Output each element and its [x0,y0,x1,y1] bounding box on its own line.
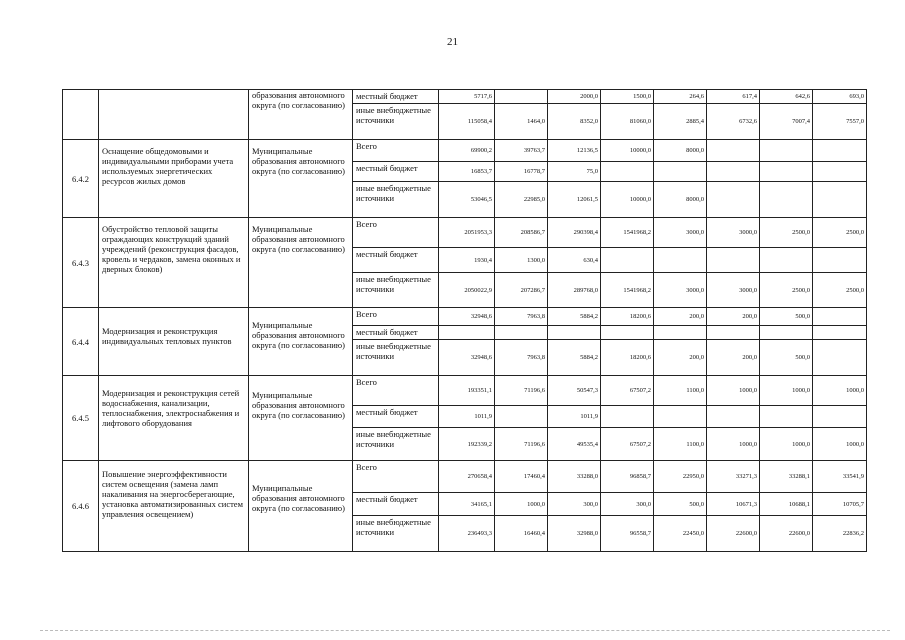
value-cell [654,406,707,428]
item-number: 6.4.4 [63,308,99,376]
value-cell [707,140,760,162]
value-cell: 8000,0 [654,182,707,218]
value-cell: 500,0 [760,340,813,376]
source-label: иные внебюджетные источники [353,182,439,218]
responsible-cell: Муниципальные образования автономного округа (по согласованию) [249,218,353,308]
value-cell: 1000,0 [813,428,867,461]
value-cell: 3000,0 [707,218,760,248]
value-cell: 1011,9 [548,406,601,428]
value-cell: 22600,0 [760,516,813,552]
value-cell: 33288,1 [760,461,813,493]
value-cell: 642,6 [760,90,813,104]
value-cell: 33271,3 [707,461,760,493]
value-cell: 10705,7 [813,493,867,516]
value-cell: 2500,0 [813,273,867,308]
value-cell: 3000,0 [654,218,707,248]
value-cell: 18200,6 [601,340,654,376]
page-number: 21 [447,36,458,48]
value-cell: 1541968,2 [601,273,654,308]
item-number: 6.4.3 [63,218,99,308]
value-cell [707,406,760,428]
value-cell: 115058,4 [439,104,495,140]
value-cell: 289768,0 [548,273,601,308]
value-cell: 2500,0 [760,218,813,248]
value-cell: 290398,4 [548,218,601,248]
value-cell: 1100,0 [654,376,707,406]
source-label: местный бюджет [353,406,439,428]
item-name: Оснащение общедомовыми и индивидуальными приборами учета используемых энергетических ресурсов жилых домов [99,140,249,218]
value-cell [813,308,867,326]
value-cell: 270658,4 [439,461,495,493]
value-cell: 10000,0 [601,140,654,162]
table-row [63,376,867,406]
source-label: местный бюджет [353,493,439,516]
source-label: иные внебюджетные источники [353,273,439,308]
value-cell: 1100,0 [654,428,707,461]
item-name: Модернизация и реконструкция сетей водоснабжения, канализации, теплоснабжения, электроснабжения и лифтового оборудования [99,376,249,461]
source-label: местный бюджет [353,248,439,273]
value-cell: 7963,8 [495,308,548,326]
value-cell [495,90,548,104]
item-name: Обустройство тепловой защиты ограждающих конструкций зданий учреждений (реконструкция фасадов, кровель и чердаков, замена оконных и дверных блоков) [99,218,249,308]
table-row [63,90,867,104]
value-cell [439,326,495,340]
source-label: Всего [353,308,439,326]
value-cell: 1541968,2 [601,218,654,248]
source-label: Всего [353,376,439,406]
responsible-cell: образования автономного округа (по согласованию) [249,90,353,140]
value-cell: 67507,2 [601,376,654,406]
value-cell: 67507,2 [601,428,654,461]
source-label: иные внебюджетные источники [353,340,439,376]
value-cell: 500,0 [654,493,707,516]
value-cell [601,248,654,273]
item-number: 6.4.5 [63,376,99,461]
value-cell: 32948,6 [439,308,495,326]
table-row [63,461,867,493]
source-label: местный бюджет [353,162,439,182]
value-cell: 1000,0 [760,428,813,461]
value-cell: 1000,0 [813,376,867,406]
value-cell: 12061,5 [548,182,601,218]
item-number: 6.4.6 [63,461,99,552]
value-cell: 34165,1 [439,493,495,516]
table-row [63,218,867,248]
value-cell [813,406,867,428]
source-label: Всего [353,218,439,248]
value-cell: 200,0 [707,308,760,326]
value-cell [760,326,813,340]
value-cell [548,326,601,340]
value-cell: 39763,7 [495,140,548,162]
value-cell: 22950,0 [654,461,707,493]
value-cell: 5717,6 [439,90,495,104]
value-cell: 2500,0 [760,273,813,308]
value-cell: 3000,0 [654,273,707,308]
value-cell [654,162,707,182]
value-cell [760,182,813,218]
value-cell: 1500,0 [601,90,654,104]
value-cell: 69900,2 [439,140,495,162]
value-cell: 18200,6 [601,308,654,326]
value-cell: 33288,0 [548,461,601,493]
value-cell: 10000,0 [601,182,654,218]
value-cell [707,326,760,340]
value-cell: 1930,4 [439,248,495,273]
value-cell: 2051953,3 [439,218,495,248]
value-cell: 208586,7 [495,218,548,248]
value-cell: 192339,2 [439,428,495,461]
value-cell [813,182,867,218]
value-cell: 10688,1 [760,493,813,516]
source-label: иные внебюджетные источники [353,104,439,140]
value-cell: 96858,7 [601,461,654,493]
value-cell [760,162,813,182]
value-cell: 7557,0 [813,104,867,140]
source-label: местный бюджет [353,326,439,340]
source-label: Всего [353,461,439,493]
value-cell [760,406,813,428]
value-cell [707,182,760,218]
program-table [62,89,867,552]
value-cell: 22836,2 [813,516,867,552]
value-cell: 22450,0 [654,516,707,552]
value-cell [495,406,548,428]
value-cell: 1464,0 [495,104,548,140]
value-cell: 1011,9 [439,406,495,428]
value-cell: 7007,4 [760,104,813,140]
value-cell: 2500,0 [813,218,867,248]
responsible-cell: Муниципальные образования автономного округа (по согласованию) [249,376,353,461]
value-cell: 200,0 [654,308,707,326]
source-label: иные внебюджетные источники [353,516,439,552]
value-cell: 71196,6 [495,376,548,406]
value-cell [760,140,813,162]
responsible-cell: Муниципальные образования автономного округа (по согласованию) [249,461,353,552]
responsible-cell: Муниципальные образования автономного округа (по согласованию) [249,308,353,376]
value-cell [813,248,867,273]
value-cell: 49535,4 [548,428,601,461]
page-edge-line [40,630,890,631]
value-cell: 33541,9 [813,461,867,493]
value-cell: 207286,7 [495,273,548,308]
value-cell: 96558,7 [601,516,654,552]
value-cell [813,326,867,340]
value-cell [813,140,867,162]
value-cell: 236493,3 [439,516,495,552]
value-cell: 8000,0 [654,140,707,162]
value-cell: 75,0 [548,162,601,182]
value-cell [760,248,813,273]
value-cell [601,326,654,340]
value-cell: 300,0 [548,493,601,516]
value-cell: 193351,1 [439,376,495,406]
item-name: Модернизация и реконструкция индивидуальных тепловых пунктов [99,308,249,376]
value-cell: 630,4 [548,248,601,273]
value-cell: 5884,2 [548,340,601,376]
value-cell: 16853,7 [439,162,495,182]
value-cell: 2050022,9 [439,273,495,308]
value-cell: 71196,6 [495,428,548,461]
source-label: Всего [353,140,439,162]
value-cell: 1000,0 [495,493,548,516]
value-cell: 22985,0 [495,182,548,218]
value-cell: 7963,8 [495,340,548,376]
value-cell: 1000,0 [707,428,760,461]
source-label: иные внебюджетные источники [353,428,439,461]
value-cell: 53046,5 [439,182,495,218]
value-cell: 22600,0 [707,516,760,552]
value-cell: 1000,0 [760,376,813,406]
value-cell: 693,0 [813,90,867,104]
value-cell: 6732,6 [707,104,760,140]
source-label: местный бюджет [353,90,439,104]
value-cell [707,162,760,182]
value-cell [654,248,707,273]
value-cell: 8352,0 [548,104,601,140]
table-row [63,140,867,162]
value-cell: 1000,0 [707,376,760,406]
value-cell [654,326,707,340]
responsible-cell: Муниципальные образования автономного округа (по согласованию) [249,140,353,218]
value-cell: 32988,0 [548,516,601,552]
value-cell: 81060,0 [601,104,654,140]
value-cell [495,326,548,340]
value-cell: 32948,6 [439,340,495,376]
value-cell: 16460,4 [495,516,548,552]
value-cell: 264,6 [654,90,707,104]
value-cell: 617,4 [707,90,760,104]
value-cell: 2885,4 [654,104,707,140]
value-cell: 50547,3 [548,376,601,406]
value-cell: 300,0 [601,493,654,516]
value-cell: 17460,4 [495,461,548,493]
value-cell: 5884,2 [548,308,601,326]
value-cell: 500,0 [760,308,813,326]
item-name: Повышение энергоэффективности систем освещения (замена ламп накаливания на энергосберегающие, установка автоматизированных систем управления освещением) [99,461,249,552]
value-cell: 2000,0 [548,90,601,104]
value-cell [601,162,654,182]
value-cell: 10671,3 [707,493,760,516]
value-cell: 200,0 [707,340,760,376]
value-cell [813,340,867,376]
table-row [63,308,867,326]
value-cell: 12136,5 [548,140,601,162]
value-cell [601,406,654,428]
value-cell [813,162,867,182]
value-cell: 200,0 [654,340,707,376]
value-cell: 1300,0 [495,248,548,273]
value-cell [707,248,760,273]
value-cell: 3000,0 [707,273,760,308]
value-cell: 16778,7 [495,162,548,182]
item-number: 6.4.2 [63,140,99,218]
